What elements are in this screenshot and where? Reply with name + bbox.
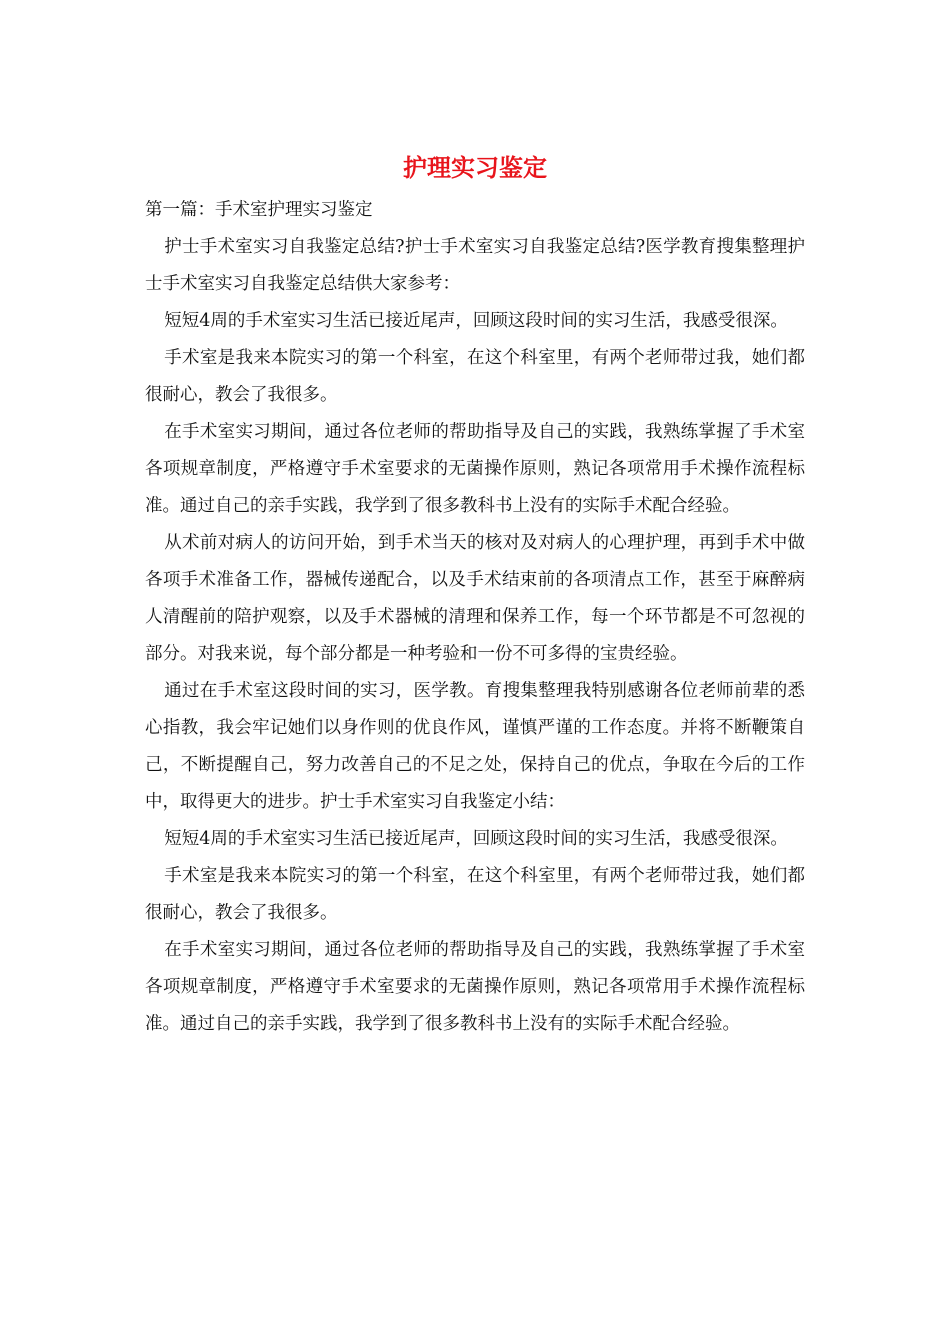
paragraph: 短短4周的手术室实习生活已接近尾声，回顾这段时间的实习生活，我感受很深。	[164, 829, 788, 849]
document-body	[145, 192, 805, 1043]
paragraph: 在手术室实习期间，通过各位老师的帮助指导及自己的实践，我熟练掌握了手术室各项规章制度，严格遵守手术室要求的无菌操作原则，熟记各项常用手术操作流程标准。通过自己的亲手实践，我学到了很多教科书上没有的实际手术配合经验。	[145, 422, 805, 516]
section-heading: 第一篇：手术室护理实习鉴定	[145, 200, 373, 220]
paragraph: 短短4周的手术室实习生活已接近尾声，回顾这段时间的实习生活，我感受很深。	[164, 311, 788, 331]
paragraph: 从术前对病人的访问开始，到手术当天的核对及对病人的心理护理，再到手术中做各项手术准备工作，器械传递配合，以及手术结束前的各项清点工作，甚至于麻醉病人清醒前的陪护观察，以及手术器械的清理和保养工作，每一个环节都是不可忽视的部分。对我来说，每个部分都是一种考验和一份不可多得的宝贵经验。	[145, 533, 805, 664]
paragraph: 在手术室实习期间，通过各位老师的帮助指导及自己的实践，我熟练掌握了手术室各项规章制度，严格遵守手术室要求的无菌操作原则，熟记各项常用手术操作流程标准。通过自己的亲手实践，我学到了很多教科书上没有的实际手术配合经验。	[145, 940, 805, 1034]
paragraph: 通过在手术室这段时间的实习，医学教。育搜集整理我特别感谢各位老师前辈的悉心指教，我会牢记她们以身作则的优良作风，谨慎严谨的工作态度。并将不断鞭策自己，不断提醒自己，努力改善自己的不足之处，保持自己的优点，争取在今后的工作中，取得更大的进步。护士手术室实习自我鉴定小结：	[145, 681, 805, 812]
document-title: 护理实习鉴定	[403, 153, 547, 182]
paragraph: 手术室是我来本院实习的第一个科室，在这个科室里，有两个老师带过我，她们都很耐心，教会了我很多。	[145, 866, 805, 923]
paragraph: 护士手术室实习自我鉴定总结?护士手术室实习自我鉴定总结?医学教育搜集整理护士手术室实习自我鉴定总结供大家参考：	[145, 237, 805, 294]
paragraph: 手术室是我来本院实习的第一个科室，在这个科室里，有两个老师带过我，她们都很耐心，教会了我很多。	[145, 348, 805, 405]
